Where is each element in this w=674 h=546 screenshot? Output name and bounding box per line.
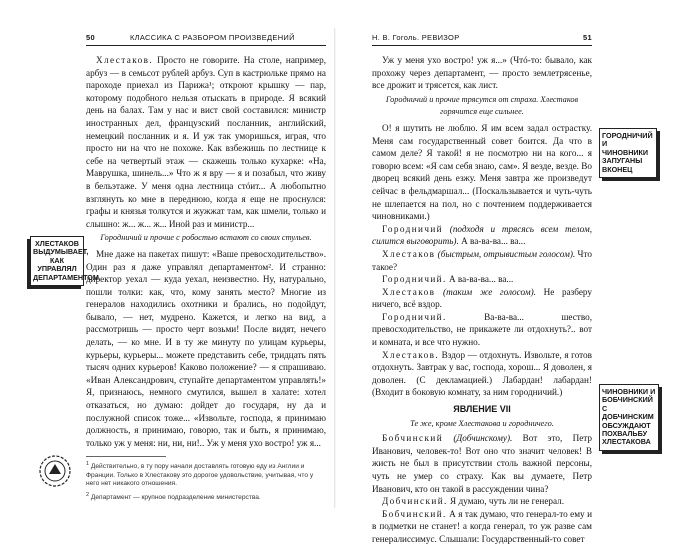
left-page-header <box>86 33 326 42</box>
paragraph: Бобчинский (Добчинскому). Вот это, Петр Иванович, человек-то! Вот оно что значит человек! В жисть не был в присутствии столь важной персоны, чуть не умер со страху. Как вы думаете, Петр Иванович, кто он такой в рассуждении чина? <box>372 433 593 494</box>
left-page-number: 50 <box>86 33 95 42</box>
paragraph: Хлестаков (таким же голосом). Не разберу ничего, всё вздор. <box>372 286 592 310</box>
paragraph: Бобчинский. А я так думаю, что генерал-то ему и в подметки не станет! а когда генерал, то уж разве сам генералиссимус. Слышали: Государственный-то совет <box>372 508 592 544</box>
stage-direction: Те же, кроме Хлестакова и городничего. <box>410 418 554 428</box>
right-page-header <box>372 33 592 42</box>
left-running-head: КЛАССИКА С РАЗБОРОМ ПРОИЗВЕДЕНИЙ <box>130 33 295 42</box>
stage-direction: Городничий и прочие с робостью встают со своих стульев. <box>100 233 312 243</box>
paragraph: Добчинский. Я думаю, чуть ли не генерал. <box>382 496 565 507</box>
left-text-column <box>86 54 326 449</box>
footnote-rule <box>86 456 166 457</box>
right-page-number: 51 <box>583 33 592 42</box>
left-header-rule <box>86 45 326 46</box>
right-header-rule <box>372 45 592 46</box>
right-text-column <box>372 54 592 546</box>
paragraph: Городничий. А ва-ва-ва... ва... <box>382 274 514 285</box>
paragraph: Хлестаков (быстрым, отрывистым голосом). Что такое? <box>372 248 592 272</box>
margin-note-left: ХЛЕСТАКОВ ВЫДУМЫВАЕТ, КАК УПРАВЛЯЛ ДЕПАРТАМЕНТОМ <box>30 236 84 286</box>
margin-note-right-1: ГОРОДНИЧИЙ И ЧИНОВНИКИ ЗАПУГАНЫ ВКОНЕЦ <box>599 128 657 178</box>
footnote-2: $^2$ Департамент — крупное подразделение министерства. <box>86 492 261 502</box>
right-running-head: Н. В. Гоголь. РЕВИЗОР <box>372 33 460 42</box>
paragraph: Городничий. Ва-ва-ва... шество, превосходительство, не прикажете ли отдохнуть?.. вот и комната, и все что нужно. <box>372 311 592 348</box>
paragraph: Хлестаков. Вздор — отдохнуть. Извольте, я готов отдохнуть. Завтрак у вас, господа, хорош... Я доволен, я доволен. (С декламацией.) Лабардан! лабардан! (Входит в боковую комнату, за ним городничий.) <box>372 349 592 398</box>
paragraph: О! я шутить не люблю. Я им всем задал острастку. Меня сам государственный совет боится. Да что в самом деле? Я такой! я не посмотрю ни на кого... я говорю всем: «Я сам себя знаю, сам». Я везде, везде. Во дворец всякий день езжу. Меня завтра же произведут сейчас в фельдмаршал... (Поскальзывается и чуть-чуть не шлепается на пол, но с почтением поддерживается чиновниками.) <box>372 122 592 222</box>
footnote-1: $^1$ Действительно, в ту пору начали доставлять готовую еду из Англии и Франции. Только в Хлестакову это дорогое удовольствие, учитывая, что у него нет никакого отношения. <box>86 461 314 487</box>
page-gutter <box>334 28 336 508</box>
paragraph: Хлестаков. Просто не говорите. На столе, например, арбуз — в семьсот рублей арбуз. Суп в кастрюльке прямо на пароходе приехал из Парижа¹; откроют крышку — пар, которому подобного нельзя отыскать в природе. Я всякий день на балах. Там у нас и вист свой составился: министр иностранных дел, французский посланник, английский, немецкий посланник и я. И уж так уморишься, играя, что просто ни на что не похоже. Как взбежишь по лестнице к себе на четвертый этаж — скажешь только кухарке: «На, Маврушка, шинель...» Что ж я вру — я и позабыл, что живу в бельэтаже. У меня одна лестница стóит... А любопытно взглянуть ко мне в переднюю, когда я еще не проснулся: графы и князья толкутся и жужжат там, как шмели, только и слышно: ж... ж... ж... Иной раз и министр... <box>86 55 326 229</box>
stage-direction: Городничий и прочие трясутся от страха. Хлестаков горячится еще сильнее. <box>385 94 579 117</box>
scene-heading: ЯВЛЕНИЕ VII <box>453 404 511 415</box>
paragraph: Городничий (подходя и трясясь всем телом, силится выговорить). А ва-ва-ва... ва... <box>372 223 592 247</box>
paragraph: Мне даже на пакетах пишут: «Ваше превосходительство». Один раз я даже управлял департаментом². И странно: директор уехал — куда уехал, неизвестно. Ну, натурально, пошли толки: как, что, кому занять место? Многие из генералов находились охотники и брались, но подойдут, бывало, — нет, мудрено. Кажется, и легко на вид, а рассмотришь — просто черт возьми! После видят, нечего делать, — ко мне. И в ту же минуту по улицам курьеры, курьеры, курьеры... можете представить себе, тридцать пять тысяч одних курьеров! Каково положение? — я спрашиваю. «Иван Александрович, ступайте департаментом управлять!» Я, признаюсь, немного смутился, вышел в халате: хотел отказаться, но думаю: дойдет до государя, ну да и послужной список тоже... «Извольте, господа, я принимаю должность, я принимаю, говорю, так и быть, я принимаю, только уж у меня: ни, ни, ни!.. Уж у меня ухо востро! уж я... <box>86 248 326 448</box>
paragraph: Уж у меня ухо востро! уж я...» (Чтó-то: бывало, как прохожу через департамент, — просто землетрясенье, все дрожит и трясется, как лист. <box>372 55 592 91</box>
margin-note-right-2: ЧИНОВНИКИ И БОБЧИНСКИЙ С ДОБЧИНСКИМ ОБСУЖДАЮТ ПОХВАЛЬБУ ХЛЕСТАКОВА <box>599 384 659 451</box>
book-emblem-icon <box>38 454 72 488</box>
left-footnotes <box>86 460 326 506</box>
